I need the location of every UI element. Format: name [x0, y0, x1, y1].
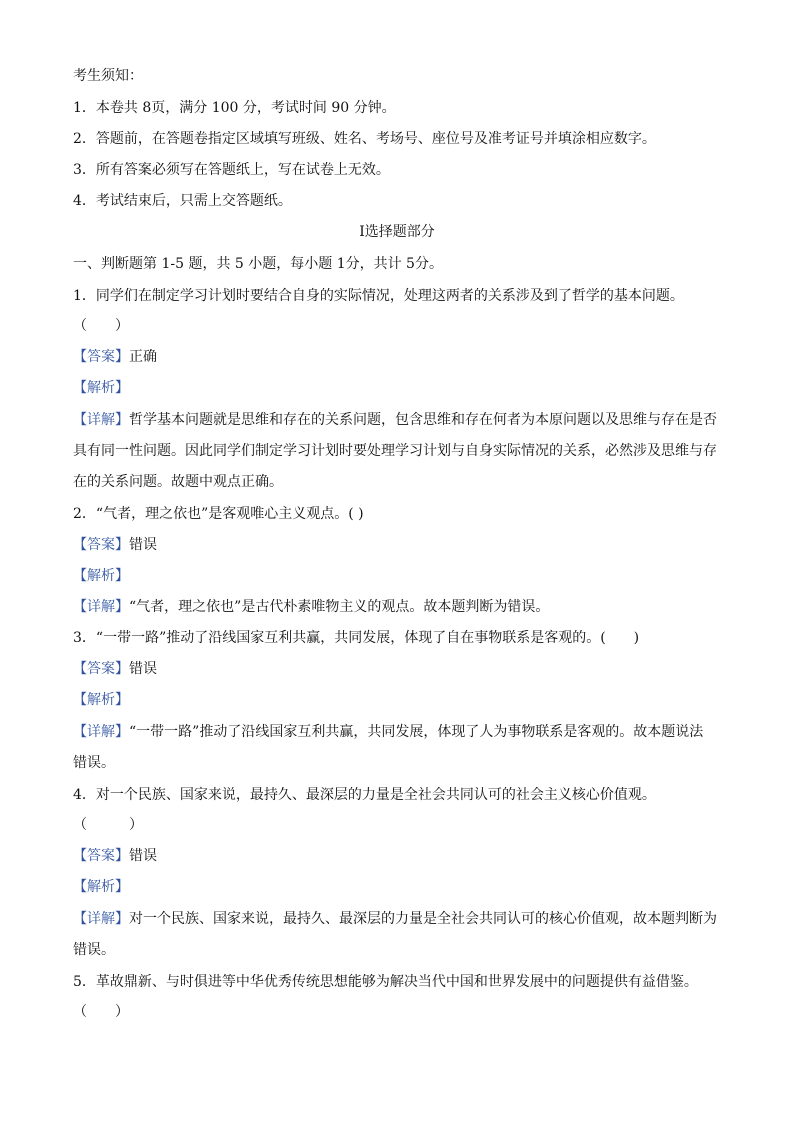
question-4-analysis: [73, 878, 129, 896]
answer-label: 【答案】: [73, 537, 129, 553]
answer-label: 【答案】: [73, 349, 129, 365]
question-2-analysis: [73, 567, 129, 585]
notice-item-4: 4．考试结束后，只需上交答题纸。: [73, 193, 292, 209]
answer-label: 【答案】: [73, 661, 129, 677]
detail-label: 【详解】: [73, 911, 129, 927]
detail-label: 【详解】: [73, 724, 129, 740]
answer-value: 错误: [129, 848, 157, 864]
question-1-paren: （ ）: [73, 318, 129, 334]
notice-item-1: 1．本卷共 8页，满分 100 分，考试时间 90 分钟。: [73, 100, 396, 116]
notice-item-3: 3．所有答案必须写在答题纸上，写在试卷上无效。: [73, 162, 390, 178]
question-4-detail-1: 【详解】对一个民族、国家来说，最持久、最深层的力量是全社会共同认可的核心价值观，故本题判断为: [73, 911, 717, 927]
notice-heading: 考生须知：: [73, 68, 143, 84]
detail-label: 【详解】: [73, 412, 129, 428]
part-title: Ⅰ选择题部分: [359, 224, 435, 240]
question-3-stem: 3．“一带一路”推动了沿线国家互利共赢，共同发展，体现了自在事物联系是客观的。( ): [73, 630, 640, 646]
question-4-answer: [73, 847, 157, 865]
question-2-answer: [73, 536, 157, 554]
question-1-detail-2: 具有同一性问题。因此同学们制定学习计划时要处理学习计划与自身实际情况的关系，必然涉及思维与存: [73, 443, 717, 459]
question-4-paren: （ ）: [73, 817, 143, 833]
question-4-detail-2: 错误。: [73, 942, 115, 958]
section-title: 一、判断题第 1-5 题，共 5 小题，每小题 1分，共计 5分。: [73, 256, 443, 272]
question-2-detail-1: 【详解】“气者，理之依也”是古代朴素唯物主义的观点。故本题判断为错误。: [73, 599, 550, 615]
question-3-detail-2: 错误。: [73, 755, 115, 771]
analysis-label: 【解析】: [73, 380, 129, 396]
question-1-detail-1: 【详解】哲学基本问题就是思维和存在的关系问题，包含思维和存在何者为本原问题以及思维与存在是否: [73, 412, 717, 428]
question-5-stem: 5．革故鼎新、与时俱进等中华优秀传统思想能够为解决当代中国和世界发展中的问题提供有益借鉴。: [73, 974, 698, 990]
question-4-stem: 4．对一个民族、国家来说，最持久、最深层的力量是全社会共同认可的社会主义核心价值观。: [73, 787, 656, 803]
question-3-detail-1: 【详解】“一带一路”推动了沿线国家互利共赢，共同发展，体现了人为事物联系是客观的。故本题说法: [73, 724, 704, 740]
answer-value: 正确: [129, 349, 157, 365]
analysis-label: 【解析】: [73, 879, 129, 895]
question-1-stem: 1．同学们在制定学习计划时要结合自身的实际情况，处理这两者的关系涉及到了哲学的基本问题。: [73, 288, 684, 304]
question-1-analysis: [73, 379, 129, 397]
analysis-label: 【解析】: [73, 568, 129, 584]
answer-value: 错误: [129, 537, 157, 553]
question-1-detail-3: 在的关系问题。故题中观点正确。: [73, 474, 283, 490]
detail-label: 【详解】: [73, 599, 129, 615]
question-1-answer: [73, 348, 157, 366]
answer-value: 错误: [129, 661, 157, 677]
question-2-stem: 2．“气者，理之依也”是客观唯心主义观点。( ): [73, 506, 364, 522]
question-5-paren: （ ）: [73, 1004, 129, 1020]
answer-label: 【答案】: [73, 848, 129, 864]
notice-item-2: 2．答题前，在答题卷指定区域填写班级、姓名、考场号、座位号及准考证号并填涂相应数字。: [73, 131, 656, 147]
analysis-label: 【解析】: [73, 692, 129, 708]
question-3-analysis: [73, 691, 129, 709]
question-3-answer: [73, 660, 157, 678]
